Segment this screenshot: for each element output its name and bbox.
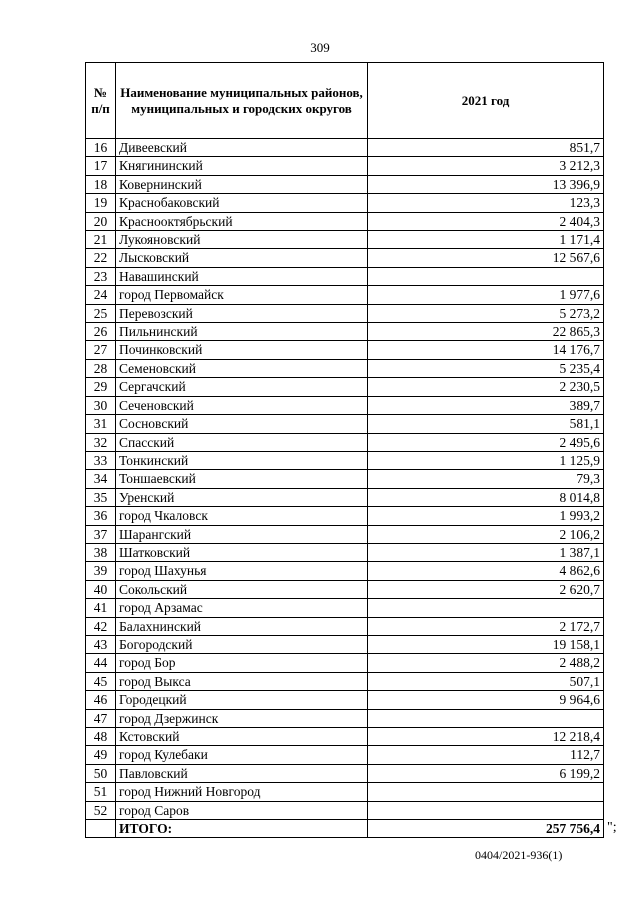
row-name: город Первомайск (116, 286, 368, 304)
row-value: 2 488,2 (368, 654, 604, 672)
row-number: 16 (86, 139, 116, 157)
row-name: город Шахунья (116, 562, 368, 580)
row-value: 2 106,2 (368, 525, 604, 543)
table-row (86, 175, 604, 193)
row-value: 19 158,1 (368, 635, 604, 653)
row-name: Шарангский (116, 525, 368, 543)
table-row (86, 599, 604, 617)
row-number: 33 (86, 451, 116, 469)
table-row (86, 543, 604, 561)
row-name: Починковский (116, 341, 368, 359)
row-number: 37 (86, 525, 116, 543)
row-name: Кстовский (116, 728, 368, 746)
row-name: город Нижний Новгород (116, 783, 368, 801)
table-row (86, 396, 604, 414)
row-value: 851,7 (368, 139, 604, 157)
row-name: Тонкинский (116, 451, 368, 469)
table-row (86, 580, 604, 598)
row-value: 8 014,8 (368, 488, 604, 506)
row-value: 5 273,2 (368, 304, 604, 322)
row-value: 1 171,4 (368, 231, 604, 249)
table-row (86, 249, 604, 267)
table-row (86, 378, 604, 396)
table-row (86, 415, 604, 433)
row-name: Уренский (116, 488, 368, 506)
row-value: 79,3 (368, 470, 604, 488)
table-row (86, 635, 604, 653)
row-value: 4 862,6 (368, 562, 604, 580)
row-number: 40 (86, 580, 116, 598)
row-number: 38 (86, 543, 116, 561)
table-header-row (86, 63, 604, 139)
row-name: Сокольский (116, 580, 368, 598)
table-row (86, 433, 604, 451)
table-row (86, 562, 604, 580)
row-name: Лукояновский (116, 231, 368, 249)
row-number: 21 (86, 231, 116, 249)
row-name: Навашинский (116, 267, 368, 285)
table-row (86, 157, 604, 175)
table-row (86, 194, 604, 212)
row-value (368, 801, 604, 819)
total-number-cell (86, 820, 116, 838)
row-value: 1 993,2 (368, 507, 604, 525)
row-number: 22 (86, 249, 116, 267)
row-number: 18 (86, 175, 116, 193)
row-value: 2 172,7 (368, 617, 604, 635)
row-number: 32 (86, 433, 116, 451)
row-name: город Кулебаки (116, 746, 368, 764)
row-number: 44 (86, 654, 116, 672)
table-row (86, 359, 604, 377)
table-row (86, 286, 604, 304)
table-row (86, 617, 604, 635)
row-number: 52 (86, 801, 116, 819)
row-name: Пильнинский (116, 323, 368, 341)
row-name: Княгининский (116, 157, 368, 175)
row-number: 26 (86, 323, 116, 341)
row-name: город Чкаловск (116, 507, 368, 525)
table-row (86, 267, 604, 285)
table-row (86, 341, 604, 359)
table-row (86, 801, 604, 819)
row-name: Городецкий (116, 691, 368, 709)
row-value: 22 865,3 (368, 323, 604, 341)
row-value (368, 783, 604, 801)
table-row (86, 764, 604, 782)
table-row (86, 654, 604, 672)
row-number: 35 (86, 488, 116, 506)
page-number: 309 (310, 40, 330, 55)
row-value: 389,7 (368, 396, 604, 414)
document-code: 0404/2021-936(1) (475, 848, 563, 862)
row-number: 29 (86, 378, 116, 396)
row-value: 112,7 (368, 746, 604, 764)
row-name: Ковернинский (116, 175, 368, 193)
header-year: 2021 год (368, 63, 604, 139)
row-number: 24 (86, 286, 116, 304)
table-row (86, 507, 604, 525)
row-name: Шатковский (116, 543, 368, 561)
row-number: 50 (86, 764, 116, 782)
table-row (86, 323, 604, 341)
row-value: 9 964,6 (368, 691, 604, 709)
row-name: Тоншаевский (116, 470, 368, 488)
row-number: 28 (86, 359, 116, 377)
table-row (86, 746, 604, 764)
row-number: 20 (86, 212, 116, 230)
row-value: 3 212,3 (368, 157, 604, 175)
row-value: 14 176,7 (368, 341, 604, 359)
row-value: 6 199,2 (368, 764, 604, 782)
row-number: 27 (86, 341, 116, 359)
table-row (86, 488, 604, 506)
row-value: 1 125,9 (368, 451, 604, 469)
row-number: 17 (86, 157, 116, 175)
table-row (86, 525, 604, 543)
row-number: 51 (86, 783, 116, 801)
table-row (86, 672, 604, 690)
row-value: 2 620,7 (368, 580, 604, 598)
row-value: 2 495,6 (368, 433, 604, 451)
row-name: Краснооктябрьский (116, 212, 368, 230)
row-value: 1 977,6 (368, 286, 604, 304)
total-row (86, 820, 604, 838)
row-value: 123,3 (368, 194, 604, 212)
row-value: 507,1 (368, 672, 604, 690)
row-number: 48 (86, 728, 116, 746)
row-name: Сеченовский (116, 396, 368, 414)
row-number: 23 (86, 267, 116, 285)
row-number: 19 (86, 194, 116, 212)
row-name: город Выкса (116, 672, 368, 690)
row-value: 2 230,5 (368, 378, 604, 396)
row-value: 12 218,4 (368, 728, 604, 746)
row-value: 13 396,9 (368, 175, 604, 193)
table-row (86, 139, 604, 157)
row-name: Краснобаковский (116, 194, 368, 212)
table-row (86, 783, 604, 801)
table-row (86, 709, 604, 727)
row-name: город Саров (116, 801, 368, 819)
table-row (86, 691, 604, 709)
row-number: 49 (86, 746, 116, 764)
table-row (86, 231, 604, 249)
row-name: Спасский (116, 433, 368, 451)
row-name: город Дзержинск (116, 709, 368, 727)
table-row (86, 304, 604, 322)
header-name: Наименование муниципальных районов, муниципальных и городских округов (116, 63, 368, 139)
row-value: 12 567,6 (368, 249, 604, 267)
table-body (86, 139, 604, 838)
row-value: 1 387,1 (368, 543, 604, 561)
row-number: 31 (86, 415, 116, 433)
row-name: Сергачский (116, 378, 368, 396)
row-name: Дивеевский (116, 139, 368, 157)
row-name: город Бор (116, 654, 368, 672)
row-name: Семеновский (116, 359, 368, 377)
total-value: 257 756,4 (368, 820, 604, 838)
row-number: 41 (86, 599, 116, 617)
row-name: Балахнинский (116, 617, 368, 635)
row-number: 42 (86, 617, 116, 635)
row-number: 39 (86, 562, 116, 580)
row-name: Павловский (116, 764, 368, 782)
row-number: 25 (86, 304, 116, 322)
row-number: 47 (86, 709, 116, 727)
total-label: ИТОГО: (116, 820, 368, 838)
row-number: 30 (86, 396, 116, 414)
row-name: Перевозский (116, 304, 368, 322)
header-number: № п/п (86, 63, 116, 139)
row-name: Сосновский (116, 415, 368, 433)
row-number: 36 (86, 507, 116, 525)
row-value: 5 235,4 (368, 359, 604, 377)
row-value (368, 599, 604, 617)
row-name: Лысковский (116, 249, 368, 267)
row-number: 43 (86, 635, 116, 653)
row-value: 581,1 (368, 415, 604, 433)
table-row (86, 212, 604, 230)
table-row (86, 451, 604, 469)
row-number: 34 (86, 470, 116, 488)
row-name: город Арзамас (116, 599, 368, 617)
row-name: Богородский (116, 635, 368, 653)
row-value (368, 267, 604, 285)
table-row (86, 470, 604, 488)
table-row (86, 728, 604, 746)
budget-table (85, 62, 604, 838)
row-value (368, 709, 604, 727)
row-number: 46 (86, 691, 116, 709)
row-number: 45 (86, 672, 116, 690)
row-value: 2 404,3 (368, 212, 604, 230)
closing-quote-mark: "; (607, 820, 617, 835)
